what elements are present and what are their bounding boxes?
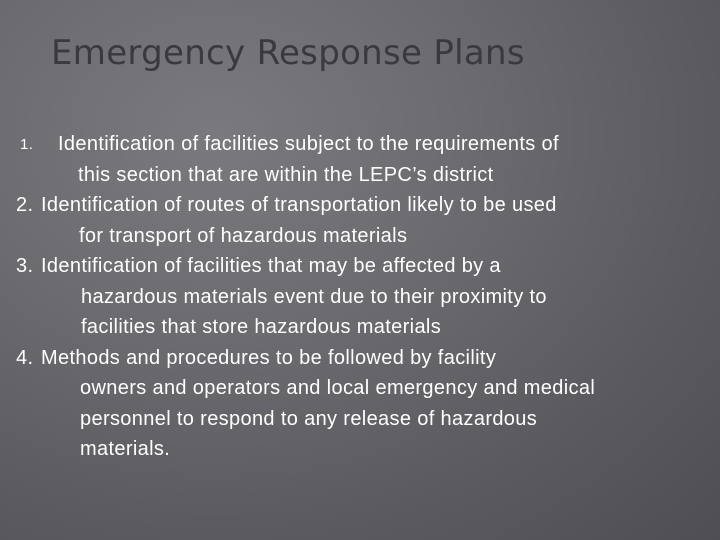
list-item-line: Identification of facilities subject to the requirements of [58, 133, 559, 155]
list-item-number: 1. [20, 136, 34, 153]
list-item-number: 4. [16, 346, 34, 369]
list-item [16, 129, 706, 190]
list-item-line: Methods and procedures to be followed by facility [41, 346, 497, 369]
list-item-line: personnel to respond to any release of hazardous [80, 407, 538, 430]
list-item-line: Identification of facilities that may be affected by a [41, 255, 501, 277]
list-item-line: hazardous materials event due to their proximity to [81, 285, 547, 308]
list-item-line: for transport of hazardous materials [79, 224, 408, 247]
list-item-number: 2. [16, 194, 34, 216]
list-item-line: owners and operators and local emergency and medical [80, 377, 596, 399]
list-item-line: this section that are within the LEPC’s district [78, 163, 494, 186]
list-item [16, 343, 706, 465]
list-item-line: materials. [80, 438, 171, 460]
list-item-line: facilities that store hazardous materials [81, 316, 442, 338]
list-item-line: Identification of routes of transportation likely to be used [41, 194, 557, 216]
numbered-list [16, 129, 706, 465]
slide-title: Emergency Response Plans [51, 33, 525, 73]
list-item [16, 190, 706, 251]
list-item-number: 3. [16, 255, 34, 277]
list-item [16, 251, 706, 343]
